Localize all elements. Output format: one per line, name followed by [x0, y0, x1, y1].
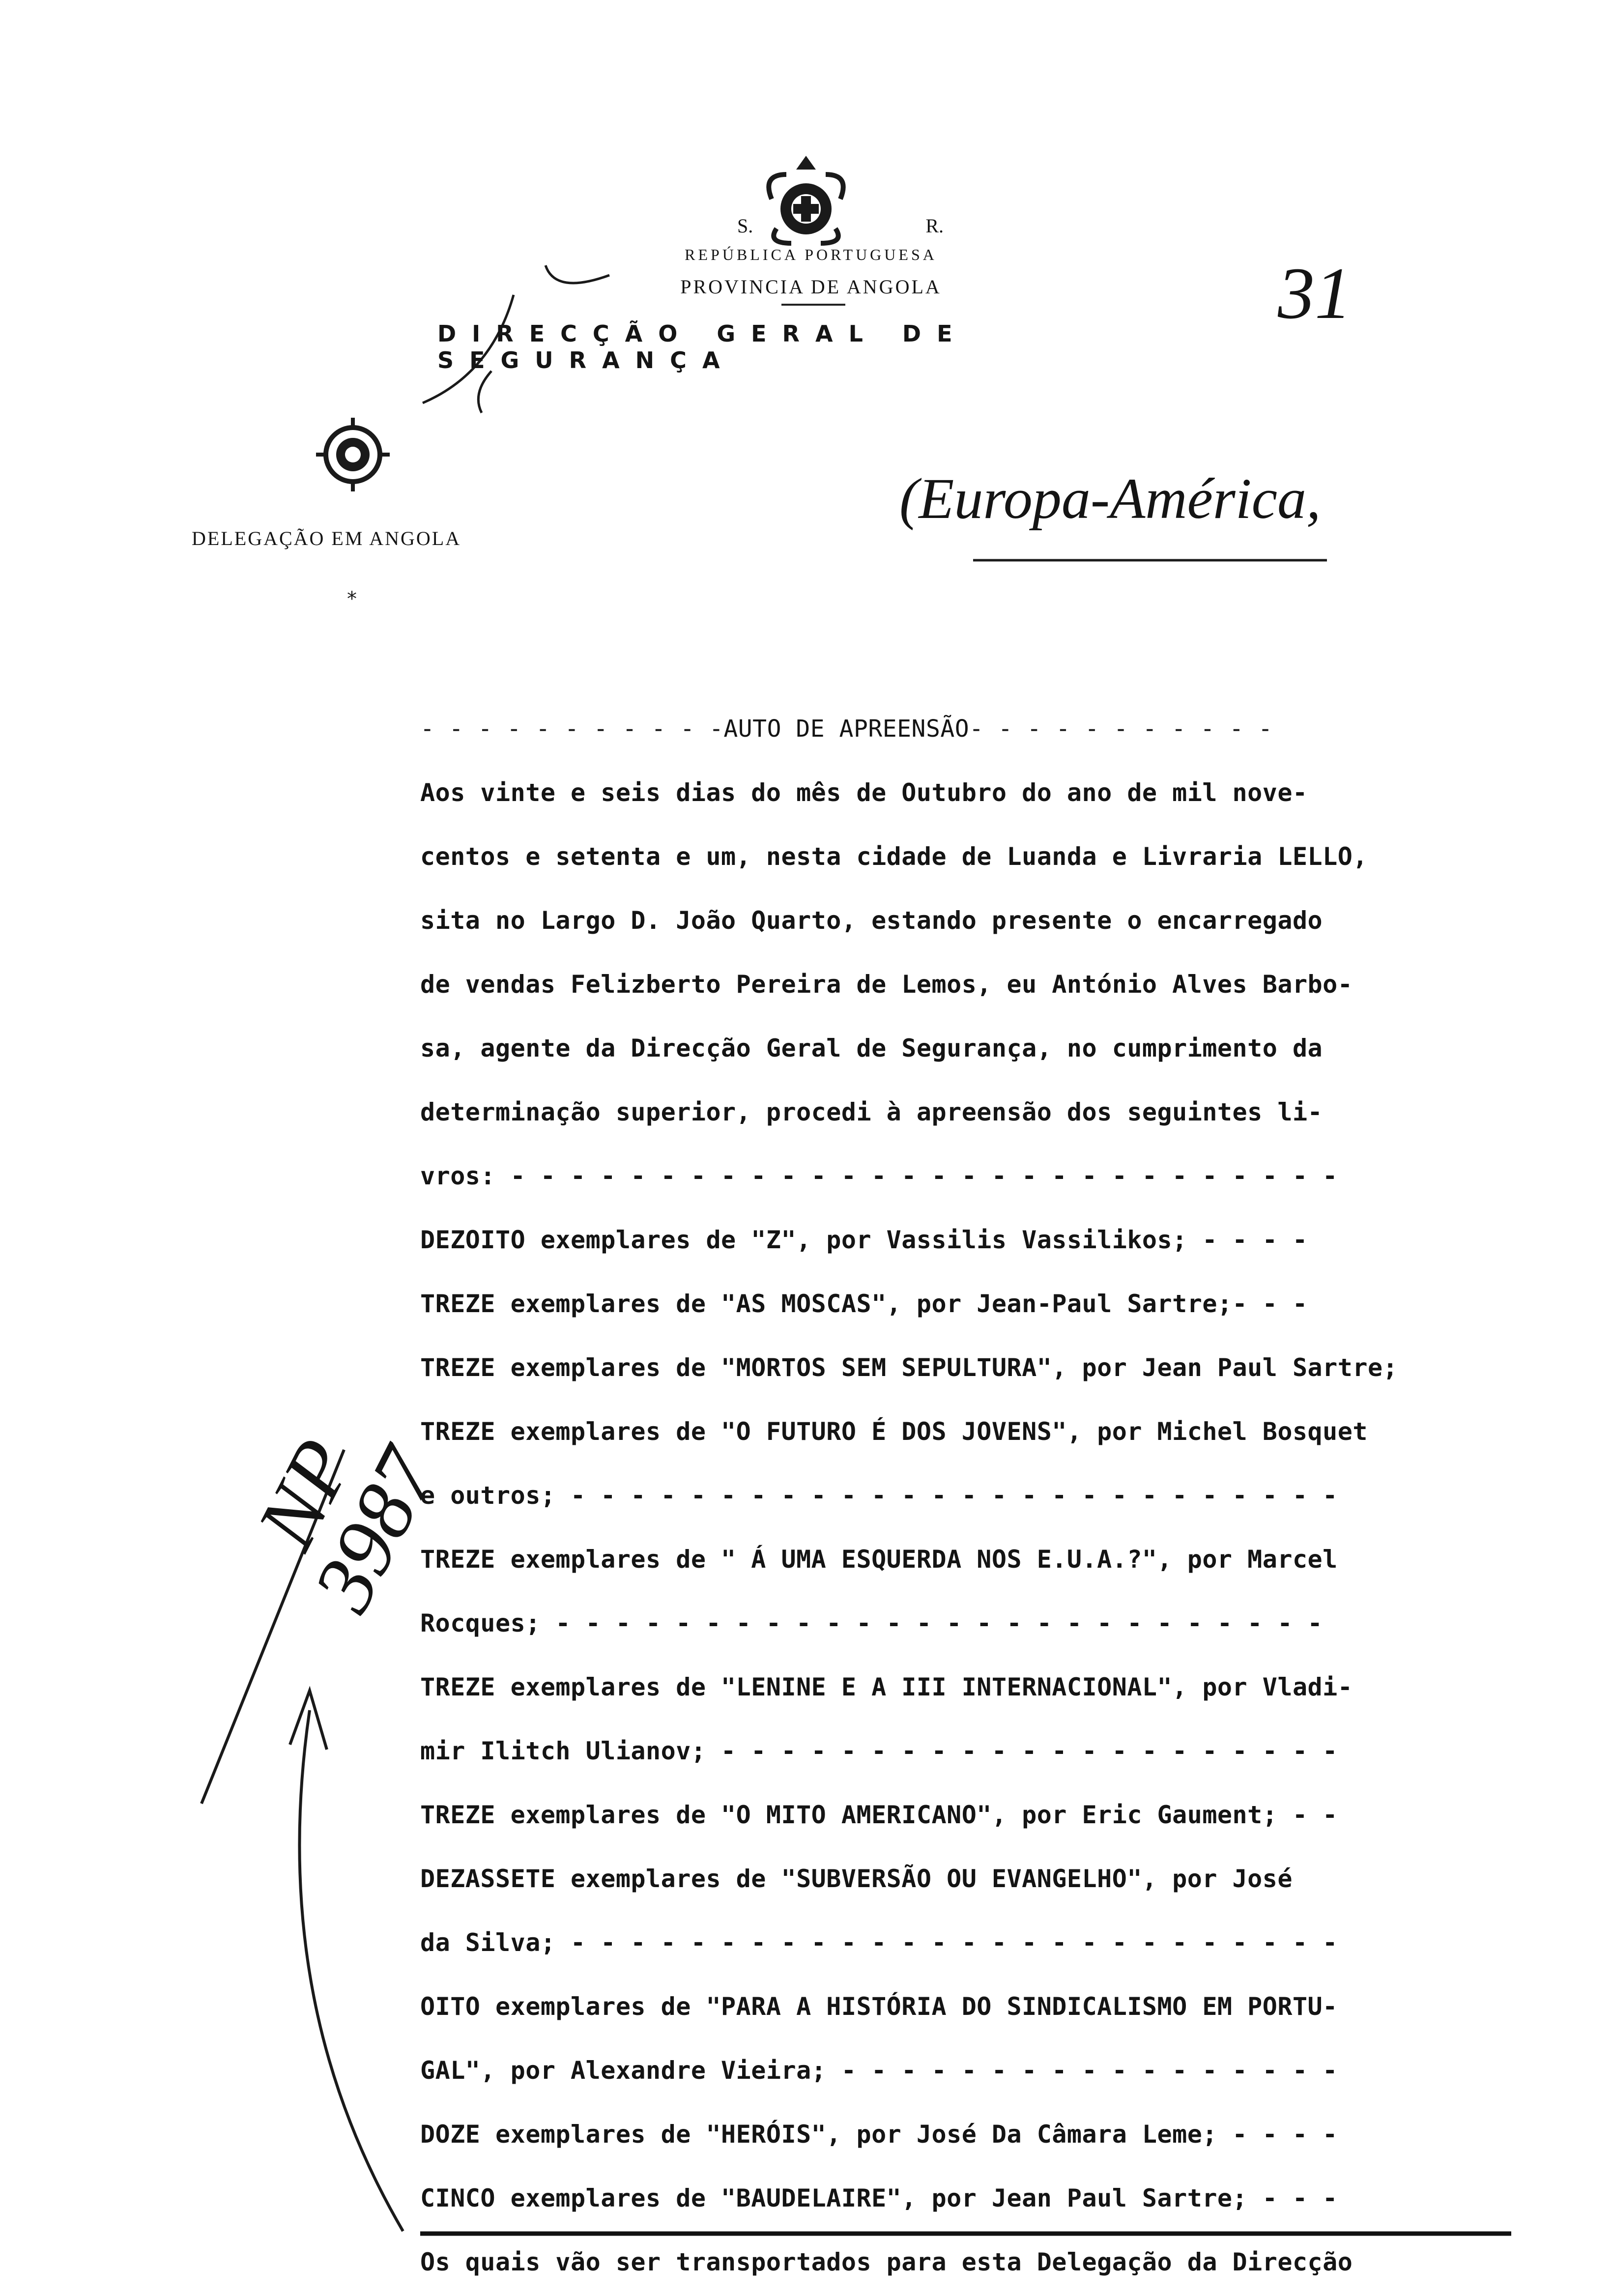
book-item: TREZE exemplares de " Á UMA ESQUERDA NOS E.U.A.?", por Marcel: [420, 1545, 1338, 1574]
delegation-name: DELEGAÇÃO EM ANGOLA: [192, 527, 461, 549]
record-line: Os quais vão ser transportados para esta Delegação da Direcção: [420, 2248, 1353, 2276]
record-title: - - - - - - - - - - -AUTO DE APREENSÃO- - - - - - - - - - -: [420, 715, 1273, 743]
book-item: TREZE exemplares de "O FUTURO É DOS JOVENS", por Michel Bosquet: [420, 1417, 1368, 1446]
handwritten-reference: NP 3987: [239, 1425, 454, 1625]
asterisk-mark: *: [347, 588, 357, 610]
seizure-record: [420, 697, 1551, 2294]
book-item: TREZE exemplares de "MORTOS SEM SEPULTURA", por Jean Paul Sartre;: [420, 1353, 1398, 1382]
margin-arrow: [299, 1710, 403, 2231]
record-line: determinação superior, procedi à apreensão dos seguintes li-: [420, 1098, 1323, 1126]
province-name: PROVINCIA DE ANGOLA: [680, 276, 942, 298]
book-item: DEZOITO exemplares de "Z", por Vassilis Vassilikos; - - - -: [420, 1226, 1308, 1254]
directorate-name: DIRECÇÃO GERAL DE SEGURANÇA: [437, 320, 968, 373]
book-item: Rocques; - - - - - - - - - - - - - - - - - - - - - - - - - -: [420, 1609, 1323, 1637]
book-item: GAL", por Alexandre Vieira; - - - - - - - - - - - - - - - - -: [420, 2056, 1338, 2085]
book-item: TREZE exemplares de "AS MOSCAS", por Jean-Paul Sartre;- - -: [420, 1290, 1308, 1318]
record-line: sita no Largo D. João Quarto, estando presente o encarregado: [420, 906, 1323, 935]
record-line: centos e setenta e um, nesta cidade de Luanda e Livraria LELLO,: [420, 842, 1368, 871]
record-line: de vendas Felizberto Pereira de Lemos, eu António Alves Barbo-: [420, 970, 1353, 999]
delegation-seal-icon: [316, 418, 390, 491]
letterhead-rule: [781, 304, 845, 306]
letter-r: R.: [925, 215, 944, 237]
republic-name: REPÚBLICA PORTUGUESA: [685, 246, 937, 263]
page-number: 31: [1278, 253, 1352, 334]
book-item: TREZE exemplares de "O MITO AMERICANO", por Eric Gaument; - -: [420, 1801, 1338, 1829]
book-item: da Silva; - - - - - - - - - - - - - - - - - - - - - - - - - -: [420, 1928, 1338, 1957]
book-item: OITO exemplares de "PARA A HISTÓRIA DO SINDICALISMO EM PORTU-: [420, 1992, 1338, 2021]
book-item: DEZASSETE exemplares de "SUBVERSÃO OU EVANGELHO", por José: [420, 1865, 1293, 1893]
book-item: mir Ilitch Ulianov; - - - - - - - - - - - - - - - - - - - - -: [420, 1737, 1338, 1765]
record-line: vros: - - - - - - - - - - - - - - - - - - - - - - - - - - - -: [420, 1162, 1338, 1190]
letterhead-sr: [737, 214, 944, 237]
book-item: CINCO exemplares de "BAUDELAIRE", por Jean Paul Sartre; - - -: [420, 2184, 1338, 2212]
record-line: Aos vinte e seis dias do mês de Outubro do ano de mil nove-: [420, 778, 1308, 807]
handwritten-heading: (Europa-América,: [899, 466, 1321, 531]
book-item: DOZE exemplares de "HERÓIS", por José Da Câmara Leme; - - - -: [420, 2120, 1338, 2149]
record-line: sa, agente da Direcção Geral de Segurança, no cumprimento da: [420, 1034, 1323, 1062]
book-item: e outros; - - - - - - - - - - - - - - - - - - - - - - - - - -: [420, 1481, 1338, 1510]
book-item: TREZE exemplares de "LENINE E A III INTERNACIONAL", por Vladi-: [420, 1673, 1353, 1701]
letter-s: S.: [737, 215, 753, 237]
